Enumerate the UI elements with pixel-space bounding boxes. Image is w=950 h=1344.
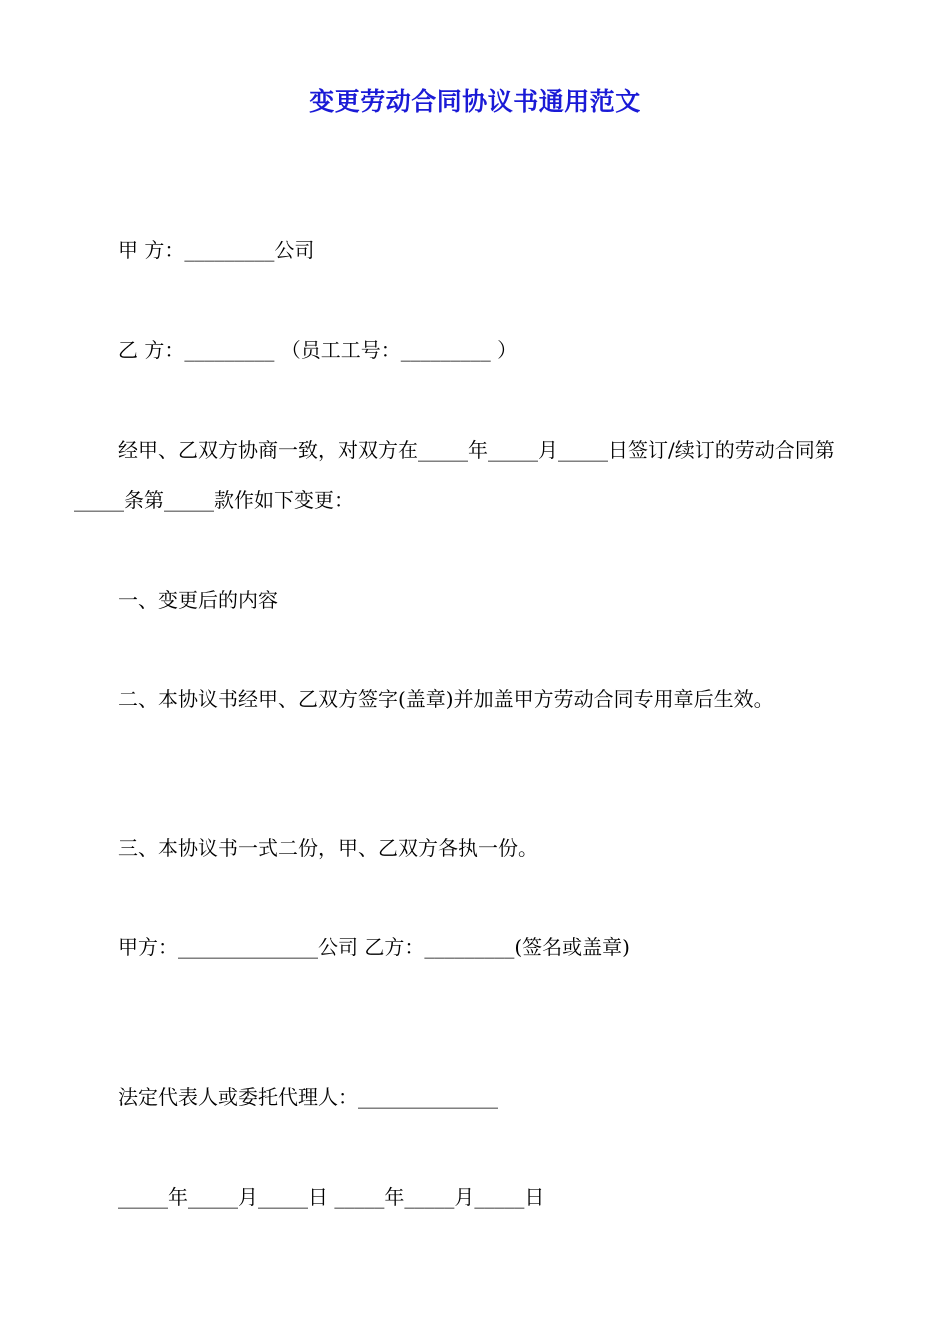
clause-2: 二、本协议书经甲、乙双方签字(盖章)并加盖甲方劳动合同专用章后生效。 — [118, 687, 774, 711]
document-title: 变更劳动合同协议书通用范文 — [309, 87, 641, 116]
intro-paragraph: 经甲、乙双方协商一致，对双方在_____年_____月_____日签订/续订的劳动合同第_____条第_____款作如下变更： — [74, 438, 835, 512]
date-line: _____年_____月_____日 _____年_____月_____日 — [118, 1185, 545, 1209]
representative-line: 法定代表人或委托代理人：______________ — [118, 1085, 498, 1109]
signature-line: 甲方：______________公司 乙方：_________(签名或盖章) — [118, 935, 630, 959]
clause-3: 三、本协议书一式二份，甲、乙双方各执一份。 — [118, 836, 538, 860]
clause-1: 一、变更后的内容 — [118, 588, 278, 612]
party-b-line: 乙 方：_________ （员工工号：_________ ） — [118, 338, 518, 362]
party-a-line: 甲 方：_________公司 — [118, 238, 315, 262]
